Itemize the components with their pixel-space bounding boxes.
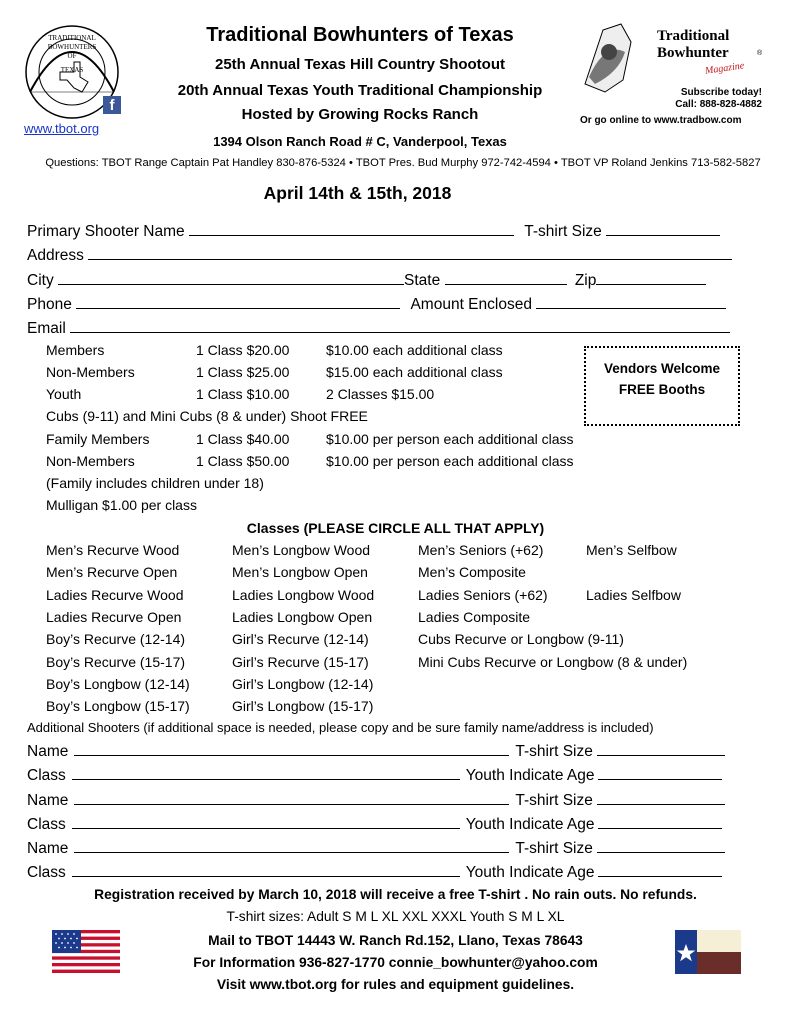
- classes-heading: Classes (PLEASE CIRCLE ALL THAT APPLY): [246, 520, 545, 536]
- ad-call: Call: 888-828-4882: [675, 99, 762, 110]
- tshirt-field[interactable]: [606, 221, 720, 236]
- youth-championship-title: 20th Annual Texas Youth Traditional Championship: [177, 82, 543, 99]
- additional-name-row: [27, 741, 725, 761]
- amount-label: Amount Enclosed: [410, 296, 532, 313]
- fee-one: 1 Class $10.00: [196, 386, 290, 402]
- contact-info: For Information 936-827-1770 connie_bowhunter@yahoo.com: [193, 955, 598, 970]
- additional-note: Additional Shooters (if additional space is needed, please copy and be sure family name/address is included): [27, 720, 654, 735]
- class-option[interactable]: Boy’s Recurve (12-14): [46, 631, 186, 648]
- ad-contact: [612, 87, 762, 111]
- class-label: Class: [27, 767, 66, 784]
- name-label: Name: [27, 743, 69, 760]
- fee-label: (Family includes children under 18): [46, 475, 264, 491]
- fee-label: Non-Members: [46, 453, 135, 469]
- youth-age-label: Youth Indicate Age: [465, 767, 595, 784]
- city-label: City: [27, 272, 54, 289]
- class-option[interactable]: Cubs Recurve or Longbow (9-11): [418, 631, 624, 648]
- venue-address: 1394 Olson Ranch Road # C, Vanderpool, Texas: [213, 134, 507, 149]
- tshirt-label: T-shirt Size: [515, 792, 593, 809]
- youth-age-label: Youth Indicate Age: [465, 816, 595, 833]
- tshirt-label: T-shirt Size: [524, 223, 602, 240]
- class-option[interactable]: Girl’s Recurve (12-14): [232, 631, 369, 648]
- vendors-line-1: Vendors Welcome: [603, 361, 721, 376]
- ad-magazine: Magazine: [704, 60, 745, 77]
- name-label: Name: [27, 792, 69, 809]
- tshirt-sizes: T-shirt sizes: Adult S M L XL XXL XXXL Youth S M L XL: [226, 909, 565, 924]
- fee-one: 1 Class $25.00: [196, 364, 290, 380]
- host-line: Hosted by Growing Rocks Ranch: [241, 106, 479, 123]
- class-option[interactable]: Ladies Recurve Open: [46, 608, 182, 625]
- class-field[interactable]: [72, 814, 460, 829]
- phone-row: [27, 294, 726, 314]
- fee-one: 1 Class $20.00: [196, 342, 290, 358]
- class-option[interactable]: Men’s Recurve Open: [46, 564, 178, 581]
- class-option[interactable]: Ladies Longbow Open: [232, 608, 373, 625]
- class-option[interactable]: Men’s Composite: [418, 564, 526, 581]
- additional-class-row: [27, 765, 722, 785]
- fee-label: Non-Members: [46, 364, 135, 380]
- class-option[interactable]: Boy’s Longbow (15-17): [46, 698, 190, 715]
- additional-name-row: [27, 790, 725, 810]
- svg-text:®: ®: [757, 50, 763, 57]
- address-field[interactable]: [88, 245, 732, 260]
- tshirt-label: T-shirt Size: [515, 743, 593, 760]
- fee-more: $15.00 each additional class: [326, 364, 503, 380]
- mail-address: Mail to TBOT 14443 W. Ranch Rd.152, Llano, Texas 78643: [208, 933, 583, 948]
- state-label: State: [404, 272, 441, 289]
- name-label: Name: [27, 840, 69, 857]
- fee-label: Family Members: [46, 431, 150, 447]
- city-row: [27, 270, 706, 290]
- name-field[interactable]: [74, 741, 509, 756]
- visit-line: Visit www.tbot.org for rules and equipment guidelines.: [216, 977, 575, 992]
- fee-one: 1 Class $40.00: [196, 431, 290, 447]
- email-label: Email: [27, 320, 66, 337]
- youth-age-field[interactable]: [598, 814, 722, 829]
- fee-label: Cubs (9-11) and Mini Cubs (8 & under) Shoot FREE: [46, 408, 368, 424]
- youth-age-field[interactable]: [598, 765, 722, 780]
- fee-one: 1 Class $50.00: [196, 453, 290, 469]
- tshirt-label: T-shirt Size: [515, 840, 593, 857]
- class-field[interactable]: [72, 862, 460, 877]
- tshirt-field[interactable]: [597, 838, 725, 853]
- class-option[interactable]: Girl’s Longbow (12-14): [232, 675, 374, 692]
- youth-age-label: Youth Indicate Age: [465, 864, 595, 881]
- class-option[interactable]: Men’s Longbow Wood: [232, 542, 371, 558]
- fee-more: $10.00 per person each additional class: [326, 453, 574, 469]
- email-row: [27, 318, 730, 338]
- class-option[interactable]: Men’s Longbow Open: [232, 564, 368, 581]
- class-option[interactable]: Boy’s Recurve (15-17): [46, 653, 186, 670]
- tshirt-field[interactable]: [597, 790, 725, 805]
- class-option[interactable]: Boy’s Longbow (12-14): [46, 675, 190, 692]
- ad-title-1: Traditional: [657, 28, 730, 44]
- ad-online: Or go online to www.tradbow.com: [580, 115, 742, 126]
- questions-line: Questions: TBOT Range Captain Pat Handley 830-876-5324 • TBOT Pres. Bud Murphy 972-742-4594 • TBOT VP Roland Jenkins 713-582-5827: [45, 157, 761, 169]
- primary-name-field[interactable]: [189, 221, 514, 236]
- phone-field[interactable]: [76, 294, 400, 309]
- class-option[interactable]: Ladies Composite: [418, 608, 531, 625]
- youth-age-field[interactable]: [598, 862, 722, 877]
- class-label: Class: [27, 816, 66, 833]
- fee-more: $10.00 per person each additional class: [326, 431, 574, 447]
- svg-text:OF: OF: [67, 52, 77, 60]
- class-field[interactable]: [72, 765, 460, 780]
- zip-label: Zip: [574, 272, 597, 289]
- ad-subscribe: Subscribe today!: [680, 87, 762, 98]
- fee-label: Members: [46, 342, 105, 358]
- website-link[interactable]: www.tbot.org: [24, 121, 100, 136]
- vendors-box: [584, 346, 740, 426]
- org-title: Traditional Bowhunters of Texas: [206, 24, 514, 46]
- event-title: 25th Annual Texas Hill Country Shootout: [214, 56, 505, 73]
- vendors-line-2: FREE Booths: [618, 382, 706, 397]
- us-flag-icon: [52, 930, 120, 973]
- additional-name-row: [27, 838, 725, 858]
- facebook-icon[interactable]: f: [103, 96, 121, 114]
- class-option[interactable]: Men’s Selfbow: [586, 542, 677, 558]
- fee-more: $10.00 each additional class: [326, 342, 503, 358]
- tshirt-field[interactable]: [597, 741, 725, 756]
- fee-label: Mulligan $1.00 per class: [46, 497, 197, 513]
- class-option[interactable]: Ladies Selfbow: [586, 586, 681, 603]
- class-option[interactable]: Ladies Seniors (+62): [418, 586, 548, 603]
- class-option[interactable]: Girl’s Recurve (15-17): [232, 653, 369, 670]
- texas-flag-icon: [675, 930, 741, 974]
- address-row: [27, 245, 732, 265]
- state-field[interactable]: [445, 270, 567, 285]
- svg-text:TEXAS: TEXAS: [60, 66, 84, 74]
- class-option[interactable]: Girl’s Longbow (15-17): [232, 698, 374, 715]
- ad-title-2: Bowhunter: [657, 45, 729, 61]
- primary-name-row: [27, 221, 720, 241]
- class-option[interactable]: Mini Cubs Recurve or Longbow (8 & under): [418, 653, 688, 670]
- city-field[interactable]: [58, 270, 404, 285]
- class-option[interactable]: Men’s Recurve Wood: [46, 542, 180, 558]
- name-field[interactable]: [74, 790, 509, 805]
- phone-label: Phone: [27, 296, 72, 313]
- fee-label: Youth: [46, 386, 82, 402]
- email-field[interactable]: [70, 318, 730, 333]
- additional-class-row: [27, 814, 722, 834]
- amount-field[interactable]: [536, 294, 726, 309]
- address-label: Address: [27, 247, 84, 264]
- svg-text:TRADITIONAL: TRADITIONAL: [48, 34, 96, 42]
- zip-field[interactable]: [596, 270, 706, 285]
- class-option[interactable]: Ladies Recurve Wood: [46, 586, 184, 603]
- class-label: Class: [27, 864, 66, 881]
- class-option[interactable]: Ladies Longbow Wood: [232, 586, 375, 603]
- svg-text:BOWHUNTERS: BOWHUNTERS: [47, 43, 97, 51]
- primary-name-label: Primary Shooter Name: [27, 223, 185, 240]
- fee-more: 2 Classes $15.00: [326, 386, 435, 402]
- name-field[interactable]: [74, 838, 509, 853]
- event-date: April 14th & 15th, 2018: [263, 183, 452, 203]
- registration-note: Registration received by March 10, 2018 will receive a free T-shirt . No rain outs. No refunds.: [94, 887, 697, 902]
- class-option[interactable]: Men’s Seniors (+62): [418, 542, 544, 558]
- additional-class-row: [27, 862, 722, 882]
